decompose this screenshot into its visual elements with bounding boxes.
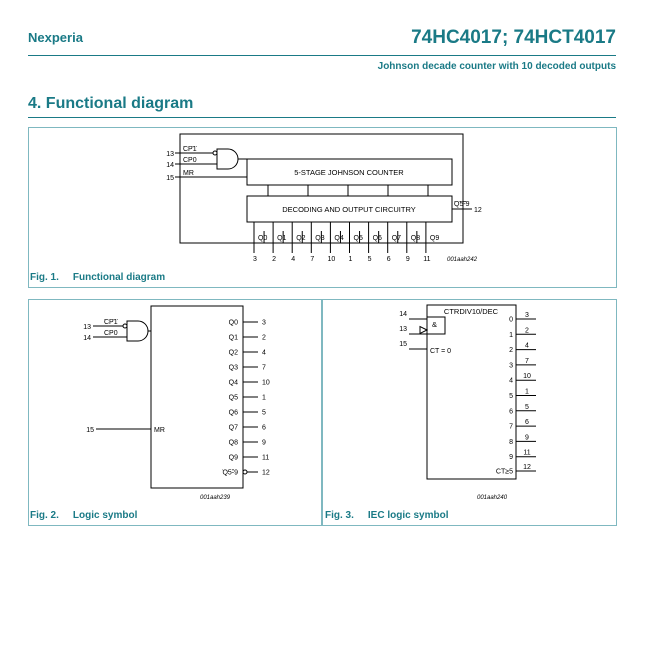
fig3-output-pin: 5 — [525, 403, 529, 411]
fig1-output-pin: 3 — [253, 256, 257, 263]
fig2-output-pin: 5 — [262, 409, 266, 417]
fig3-caption-number: Fig. 3. — [325, 510, 354, 521]
fig2-output-label: Q0 — [228, 319, 238, 327]
fig3-pin-14: 14 — [399, 311, 407, 318]
fig1-output-label: Q7 — [391, 235, 402, 242]
logic-symbol — [28, 299, 322, 526]
fig3-output-number: 0 — [509, 316, 513, 324]
fig2-output-pin: 3 — [262, 319, 266, 327]
iec-logic-symbol — [322, 299, 617, 526]
fig3-ct5-pin: 12 — [523, 464, 531, 471]
fig1-output-label: Q2 — [296, 235, 306, 242]
fig3-output-pin: 11 — [523, 449, 531, 457]
part-number: 74HC4017; 74HCT4017 — [411, 27, 616, 48]
fig1-output-pin: 11 — [423, 256, 431, 263]
fig2-output-label: Q1 — [228, 334, 238, 342]
fig1-output-label: Q4 — [334, 235, 344, 242]
clock-arrow-icon — [420, 327, 427, 334]
fig3-output-number: 1 — [509, 331, 513, 339]
fig3-output-number: 3 — [509, 362, 513, 370]
fig2-output-label: Q8 — [228, 439, 238, 447]
fig1-caption — [30, 272, 165, 283]
section-title: 4. Functional diagram — [28, 95, 194, 112]
fig3-ct0-label: CT = 0 — [430, 348, 452, 355]
fig1-output-label: Q5 — [353, 235, 363, 242]
fig2-output-label: Q5 — [228, 394, 238, 402]
fig1-output-pin: 1 — [348, 256, 353, 263]
fig1-output-label: Q6 — [372, 235, 382, 242]
decoder-label: DECODING AND OUTPUT CIRCUITRY — [282, 205, 416, 214]
fig2-output-label: Q4 — [228, 379, 238, 387]
fig1-output-label: Q1 — [277, 235, 287, 242]
fig3-caption — [325, 510, 448, 521]
fig3-output-pin: 9 — [525, 434, 529, 442]
fig3-output-pin: 7 — [525, 357, 529, 365]
fig3-output-pin: 4 — [525, 342, 529, 350]
fig1-output-pin: 10 — [327, 256, 336, 263]
fig1-q59-label: Q5-9 — [454, 201, 470, 208]
fig2-output-pin: 12 — [262, 469, 270, 477]
fig2-output-label: Q5-9 — [222, 469, 238, 477]
fig3-and-symbol: & — [432, 320, 438, 329]
section-rule — [28, 117, 616, 118]
fig2-output-pin: 9 — [262, 439, 266, 447]
fig3-output-pin: 6 — [525, 419, 529, 427]
fig1-cp0-label: CP0 — [183, 157, 197, 164]
fig3-title: CTRDIV10/DEC — [443, 307, 499, 316]
fig2-output-label: Q6 — [228, 409, 238, 417]
fig2-caption — [30, 510, 137, 521]
fig1-output-label: Q0 — [258, 235, 268, 242]
fig3-output-number: 6 — [509, 408, 513, 416]
fig2-pin-15: 15 — [86, 427, 94, 434]
fig2-pin-13: 13 — [83, 324, 91, 331]
fig3-output-number: 9 — [509, 454, 513, 462]
fig1-output-label: Q3 — [315, 235, 325, 242]
fig1-pin-15: 15 — [166, 175, 174, 182]
fig3-output-number: 8 — [509, 438, 513, 446]
header-rule — [28, 55, 616, 56]
fig1-caption-number: Fig. 1. — [30, 272, 59, 283]
fig2-output-pin: 4 — [262, 349, 266, 357]
fig2-output-pin: 6 — [262, 424, 266, 432]
fig3-output-pin: 2 — [525, 327, 529, 335]
fig2-cp1-label: CP1 — [104, 319, 118, 326]
fig2-output-pin: 11 — [262, 454, 270, 462]
fig2-ref: 001aah239 — [200, 495, 231, 501]
fig3-output-pin: 3 — [525, 312, 529, 319]
fig1-output-label: Q8 — [410, 235, 421, 242]
fig1-ref: 001aah242 — [447, 257, 478, 263]
document-subtitle: Johnson decade counter with 10 decoded outputs — [377, 61, 616, 72]
fig2-pin-14: 14 — [83, 335, 91, 342]
fig2-caption-text: Logic symbol — [72, 510, 138, 521]
fig1-caption-text: Functional diagram — [72, 272, 166, 283]
fig1-output-pin: 5 — [367, 256, 372, 263]
fig2-output-pin: 1 — [262, 394, 266, 402]
fig1-q59-pin: 12 — [474, 207, 482, 214]
fig3-output-pin: 1 — [525, 388, 529, 396]
fig3-output-pin: 10 — [523, 373, 531, 381]
fig1-output-pin: 6 — [386, 256, 391, 263]
fig2-caption-number: Fig. 2. — [30, 510, 59, 521]
functional-diagram — [28, 127, 617, 288]
fig3-output-number: 5 — [509, 393, 513, 400]
fig1-output-pin: 2 — [272, 256, 277, 263]
fig2-output-label: Q2 — [228, 349, 238, 357]
fig2-output-pin: 7 — [262, 364, 266, 372]
fig2-mr-label: MR — [154, 427, 165, 434]
fig2-output-pin: 2 — [262, 334, 266, 342]
fig3-caption-text: IEC logic symbol — [367, 510, 449, 521]
fig1-pin-14: 14 — [166, 162, 174, 169]
fig3-ref: 001aah240 — [477, 495, 508, 501]
fig2-output-label: Q9 — [228, 454, 238, 462]
fig3-pin-15: 15 — [399, 341, 407, 348]
fig1-output-pin: 9 — [405, 256, 410, 263]
fig3-output-number: 7 — [509, 423, 513, 431]
fig1-output-pin: 7 — [310, 256, 315, 263]
fig1-output-label: Q9 — [429, 235, 440, 242]
fig3-pin-13: 13 — [399, 326, 407, 333]
fig2-cp0-label: CP0 — [104, 330, 118, 337]
counter-label: 5-STAGE JOHNSON COUNTER — [294, 168, 404, 177]
fig3-output-number: 4 — [509, 377, 513, 385]
fig1-mr-label: MR — [183, 170, 194, 177]
fig3-ct5-label: CT≥5 — [495, 468, 513, 476]
fig2-output-label: Q7 — [228, 424, 238, 432]
fig1-cp1-label: CP1 — [183, 146, 197, 153]
fig3-output-number: 2 — [509, 347, 513, 355]
fig2-inversion-bubble — [243, 470, 247, 474]
fig2-output-pin: 10 — [262, 379, 270, 387]
fig1-pin-13: 13 — [166, 151, 174, 158]
fig2-output-label: Q3 — [228, 364, 238, 372]
brand-name: Nexperia — [28, 30, 83, 45]
fig1-output-pin: 4 — [291, 256, 296, 263]
